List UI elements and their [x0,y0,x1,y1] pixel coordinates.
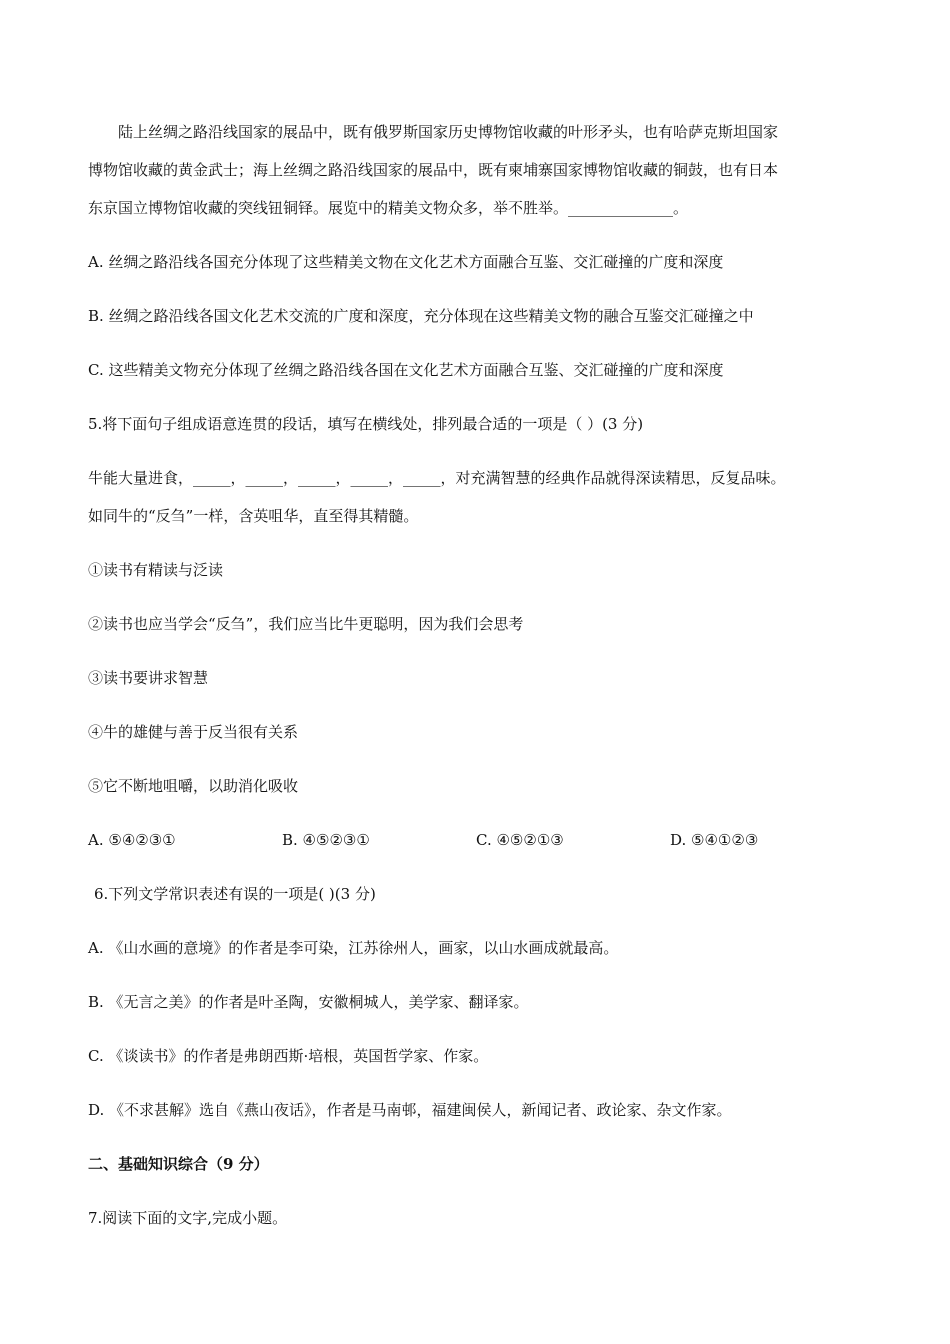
q4-option-b: B. 丝绸之路沿线各国文化艺术交流的广度和深度，充分体现在这些精美文物的融合互鉴交汇碰撞之中 [88,307,754,325]
q5-stem: 5.将下面句子组成语意连贯的段话，填写在横线处，排列最合适的一项是（ ）(3 分) [88,415,644,433]
q5-sentence-5: ⑤它不断地咀嚼，以助消化吸收 [88,777,299,795]
q5-text-line-1: 牛能大量进食，_____，_____，_____，_____，_____，对充满智慧的经典作品就得深读精思，反复品味。 [88,469,786,487]
passage-line-2: 博物馆收藏的黄金武士；海上丝绸之路沿线国家的展品中，既有柬埔寨国家博物馆收藏的铜鼓，也有日本 [88,161,779,179]
q5-sentence-4: ④牛的雄健与善于反当很有关系 [88,723,299,741]
q5-sentence-2: ②读书也应当学会“反刍”，我们应当比牛更聪明，因为我们会思考 [88,615,524,633]
q4-option-a: A. 丝绸之路沿线各国充分体现了这些精美文物在文化艺术方面融合互鉴、交汇碰撞的广度和深度 [88,253,724,271]
q5-option-b: B. ④⑤②③① [282,831,370,849]
passage-line-1: 陆上丝绸之路沿线国家的展品中，既有俄罗斯国家历史博物馆收藏的叶形矛头，也有哈萨克斯坦国家 [118,123,779,141]
q6-stem: 6.下列文学常识表述有误的一项是( )(3 分) [94,885,376,903]
q5-sentence-3: ③读书要讲求智慧 [88,669,209,687]
q6-option-b: B. 《无言之美》的作者是叶圣陶，安徽桐城人，美学家、翻译家。 [88,993,529,1011]
q6-option-a: A. 《山水画的意境》的作者是李可染，江苏徐州人，画家，以山水画成就最高。 [88,939,619,957]
q6-option-c: C. 《谈读书》的作者是弗朗西斯·培根，英国哲学家、作家。 [88,1047,489,1065]
q5-sentence-1: ①读书有精读与泛读 [88,561,224,579]
q6-option-d: D. 《不求甚解》选自《燕山夜话》，作者是马南邨，福建闽侯人，新闻记者、政论家、杂文作家。 [88,1101,732,1119]
q4-option-c: C. 这些精美文物充分体现了丝绸之路沿线各国在文化艺术方面融合互鉴、交汇碰撞的广度和深度 [88,361,724,379]
q5-option-d: D. ⑤④①②③ [670,831,759,849]
section-2-heading: 二、基础知识综合（9 分） [88,1155,269,1173]
q5-option-c: C. ④⑤②①③ [476,831,564,849]
q7-stem: 7.阅读下面的文字,完成小题。 [88,1209,288,1227]
q5-option-a: A. ⑤④②③① [88,831,176,849]
q5-text-line-2: 如同牛的“反刍”一样，含英咀华，直至得其精髓。 [88,507,419,525]
passage-line-3: 东京国立博物馆收藏的突线钮铜铎。展览中的精美文物众多，举不胜举。______________。 [88,199,689,217]
